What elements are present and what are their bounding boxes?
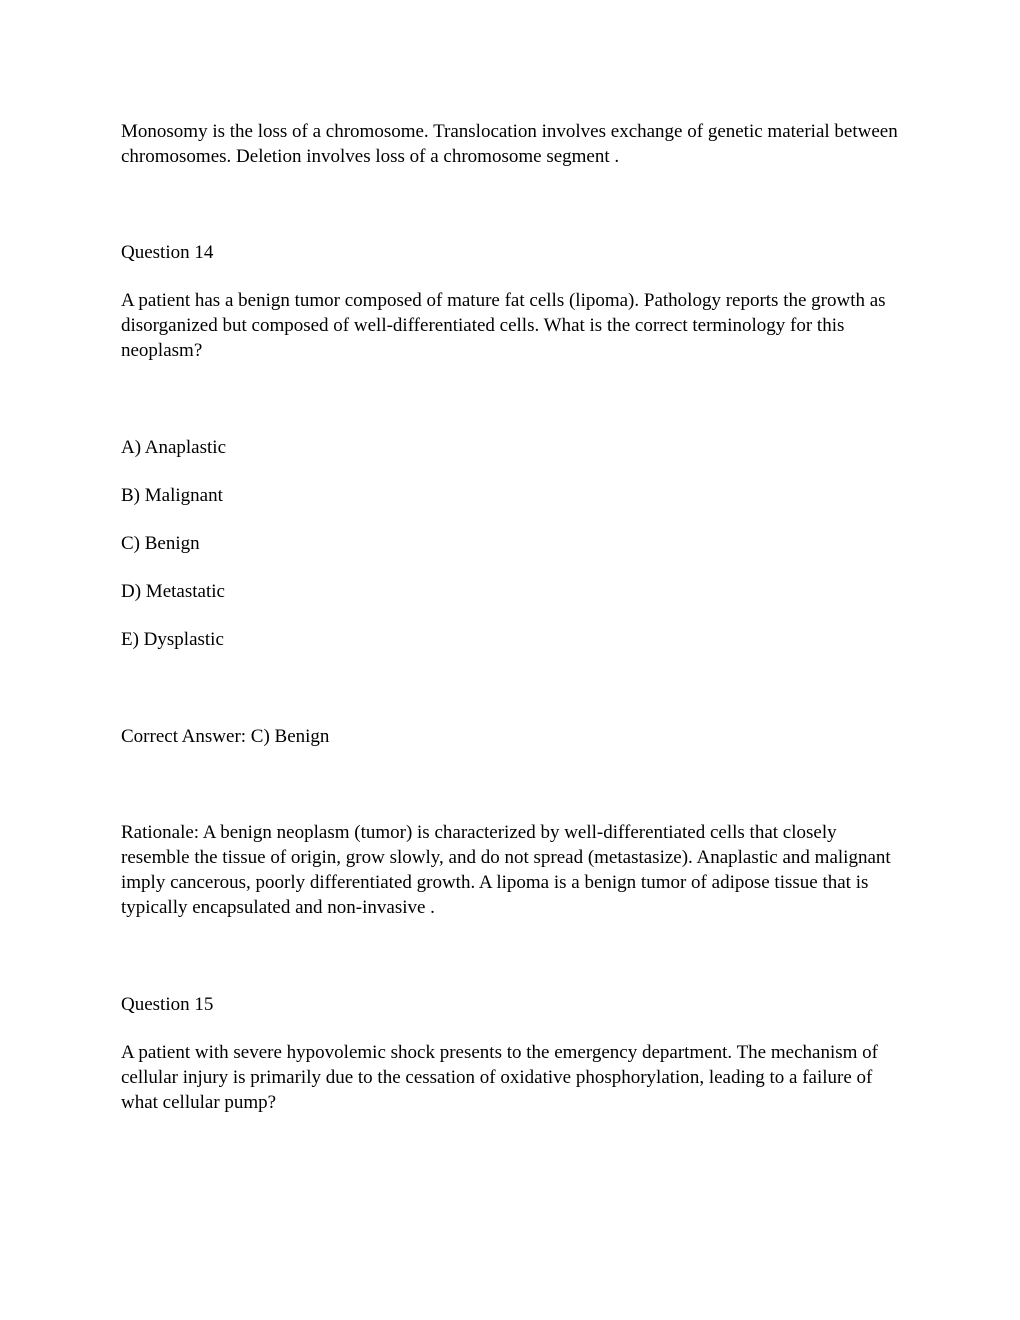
question-14-text: A patient has a benign tumor composed of mature fat cells (lipoma). Pathology reports the growth as disorganized but composed of well-differentiated cells. What is the correct terminology for this neoplasm?	[121, 290, 886, 361]
option-d: D) Metastatic	[121, 581, 225, 602]
rationale-text: Rationale: A benign neoplasm (tumor) is characterized by well-differentiated cells that closely resemble the tissue of origin, grow slowly, and do not spread (metastasize). Anaplastic and malignant imply cancerous, poorly differentiated growth. A lipoma is a benign tumor of adipose tissue that is typically encapsulated and non-invasive .	[121, 822, 891, 918]
previous-rationale-text: Monosomy is the loss of a chromosome. Translocation involves exchange of genetic material between chromosomes. Deletion involves loss of a chromosome segment .	[121, 121, 898, 167]
option-e: E) Dysplastic	[121, 629, 224, 650]
question-15-text: A patient with severe hypovolemic shock presents to the emergency department. The mechanism of cellular injury is primarily due to the cessation of oxidative phosphorylation, leading to a failure of what cellular pump?	[121, 1042, 878, 1113]
option-b: B) Malignant	[121, 485, 223, 506]
correct-answer: Correct Answer: C) Benign	[121, 726, 330, 747]
option-a: A) Anaplastic	[121, 437, 227, 458]
option-c: C) Benign	[121, 533, 200, 554]
question-15-heading: Question 15	[121, 994, 214, 1015]
question-14-heading: Question 14	[121, 242, 214, 263]
